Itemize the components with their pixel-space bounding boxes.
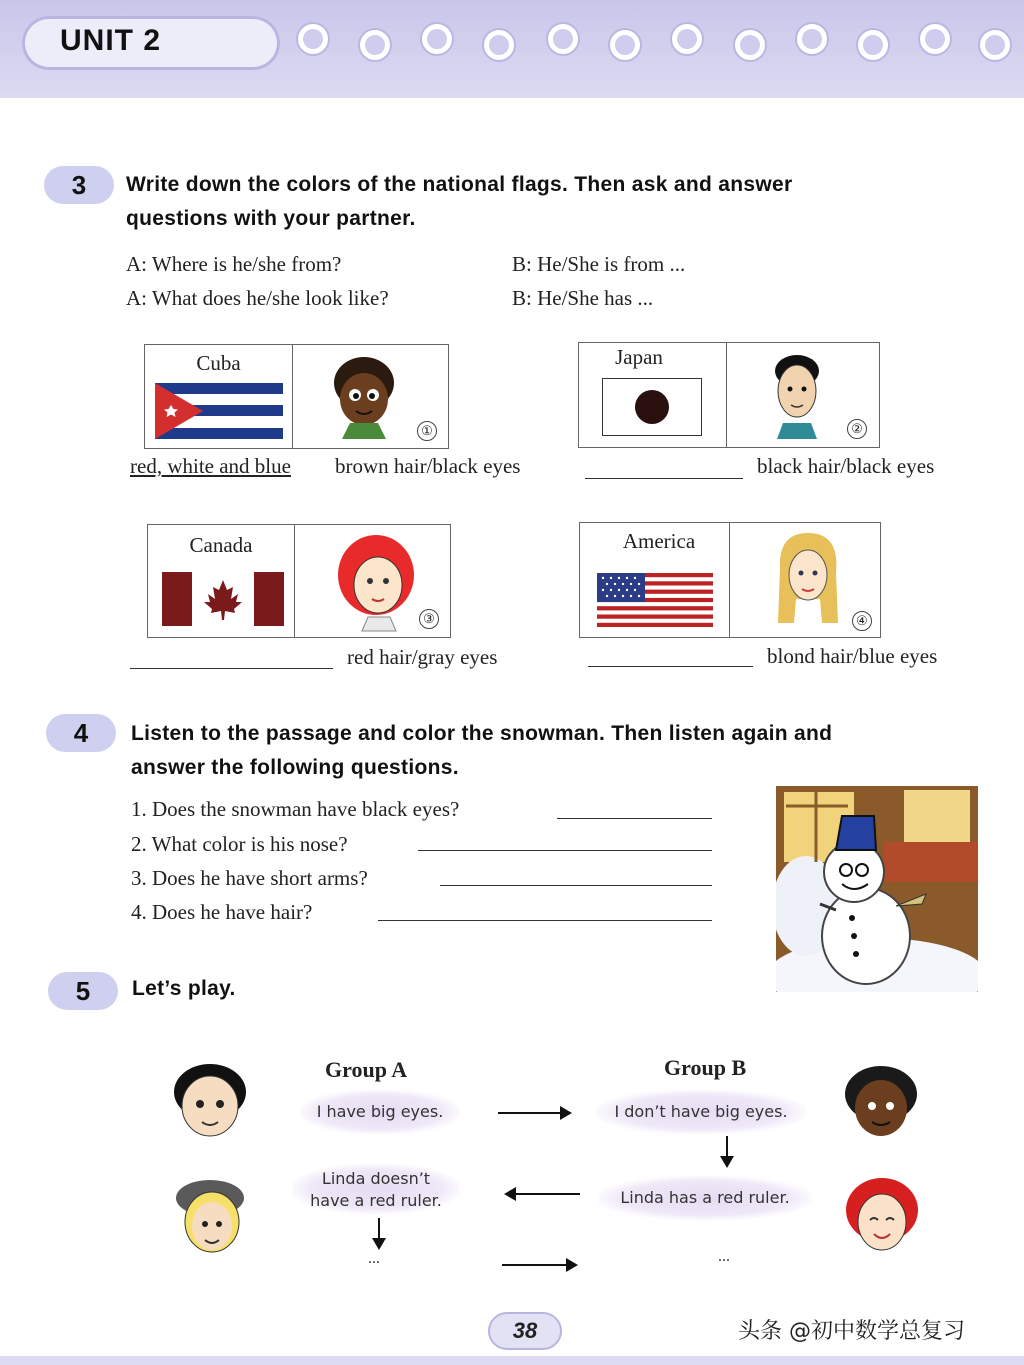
japan-description: black hair/black eyes [757,454,935,478]
page-number: 38 [512,1318,538,1343]
footer-band [0,1356,1024,1365]
canada-flag [162,572,284,626]
japan-flag-answer-blank[interactable] [585,478,743,479]
group-a-title: Group A [325,1057,408,1082]
speech-bubble-a2-line1: Linda doesn’t [321,1169,431,1188]
canada-description: red hair/gray eyes [347,645,498,669]
question-1-answer-blank[interactable] [557,818,712,819]
question-1: 1. Does the snowman have black eyes? [131,797,460,821]
girl-face-group-b [842,1064,920,1140]
flag-card-canada [147,524,451,638]
girl-face-red-group-b [842,1174,922,1258]
speech-bubble-a1: I have big eyes. [300,1090,460,1134]
arrow-b1-to-b2 [726,1136,728,1166]
speech-bubble-b1: I don’t have big eyes. [596,1090,806,1134]
girl-portrait-4 [768,529,848,629]
section-3-instruction-line1: Write down the colors of the national flags. Then ask and answer [126,173,793,196]
section-3-instruction [126,168,986,236]
america-flag [597,573,713,627]
boy-face-cap-group-a [172,1176,250,1256]
marker-2: ② [847,419,867,439]
arrow-b2-to-a2 [506,1193,580,1195]
flag-card-cuba [144,344,449,449]
unit-title: UNIT 2 [60,24,162,57]
boy-face-group-a [170,1062,250,1140]
dialogue-a1: A: Where is he/she from? [126,252,342,276]
country-label-america: America [622,529,696,553]
section-3-number: 3 [44,166,114,204]
boy-portrait-2 [759,349,839,441]
section-4-number: 4 [46,714,116,752]
marker-3: ③ [419,609,439,629]
cuba-flag-answer: red, white and blue [130,454,291,478]
speech-bubble-a2-line2: have a red ruler. [310,1191,442,1210]
question-4-answer-blank[interactable] [378,920,712,921]
marker-1: ① [417,421,437,441]
question-2: 2. What color is his nose? [131,832,348,856]
country-label-canada: Canada [189,533,253,557]
ellipsis-b3: ... [718,1248,730,1265]
america-description: blond hair/blue eyes [767,644,938,668]
flag-card-america [579,522,881,638]
section-4-instruction-line1: Listen to the passage and color the snowman. Then listen again and [131,722,833,745]
speech-bubble-a2 [292,1164,460,1214]
boy-portrait-1 [320,351,410,441]
america-flag-answer-blank[interactable] [588,666,753,667]
cuba-flag [155,383,283,439]
flag-card-japan [578,342,880,448]
country-label-cuba: Cuba [196,351,241,375]
dialogue-b2: B: He/She has ... [512,286,654,310]
arrow-a2-to-a3 [378,1218,380,1248]
dialogue-b1: B: He/She is from ... [512,252,686,276]
section-5-instruction: Let’s play. [132,977,236,1000]
ellipsis-a3: ... [368,1250,380,1267]
dialogue-a2: A: What does he/she look like? [126,286,389,310]
question-2-answer-blank[interactable] [418,850,712,851]
arrow-a3-to-b3 [502,1264,576,1266]
japan-flag [602,378,702,436]
watermark-text: 头条 @初中数学总复习 [738,1319,965,1344]
group-b-title: Group B [664,1055,747,1080]
section-3-instruction-line2: questions with your partner. [126,207,416,230]
cuba-description: brown hair/black eyes [335,454,521,478]
section-4-instruction [131,717,991,785]
girl-portrait-3 [328,531,428,633]
marker-4: ④ [852,611,872,631]
question-3-answer-blank[interactable] [440,885,712,886]
section-5-number: 5 [48,972,118,1010]
arrow-a1-to-b1 [498,1112,570,1114]
section-4-instruction-line2: answer the following questions. [131,756,459,779]
question-3: 3. Does he have short arms? [131,866,368,890]
snowman-illustration [776,786,978,992]
country-label-japan: Japan [615,345,663,369]
question-4: 4. Does he have hair? [131,900,313,924]
canada-flag-answer-blank[interactable] [130,668,333,669]
speech-bubble-b2: Linda has a red ruler. [598,1176,812,1220]
